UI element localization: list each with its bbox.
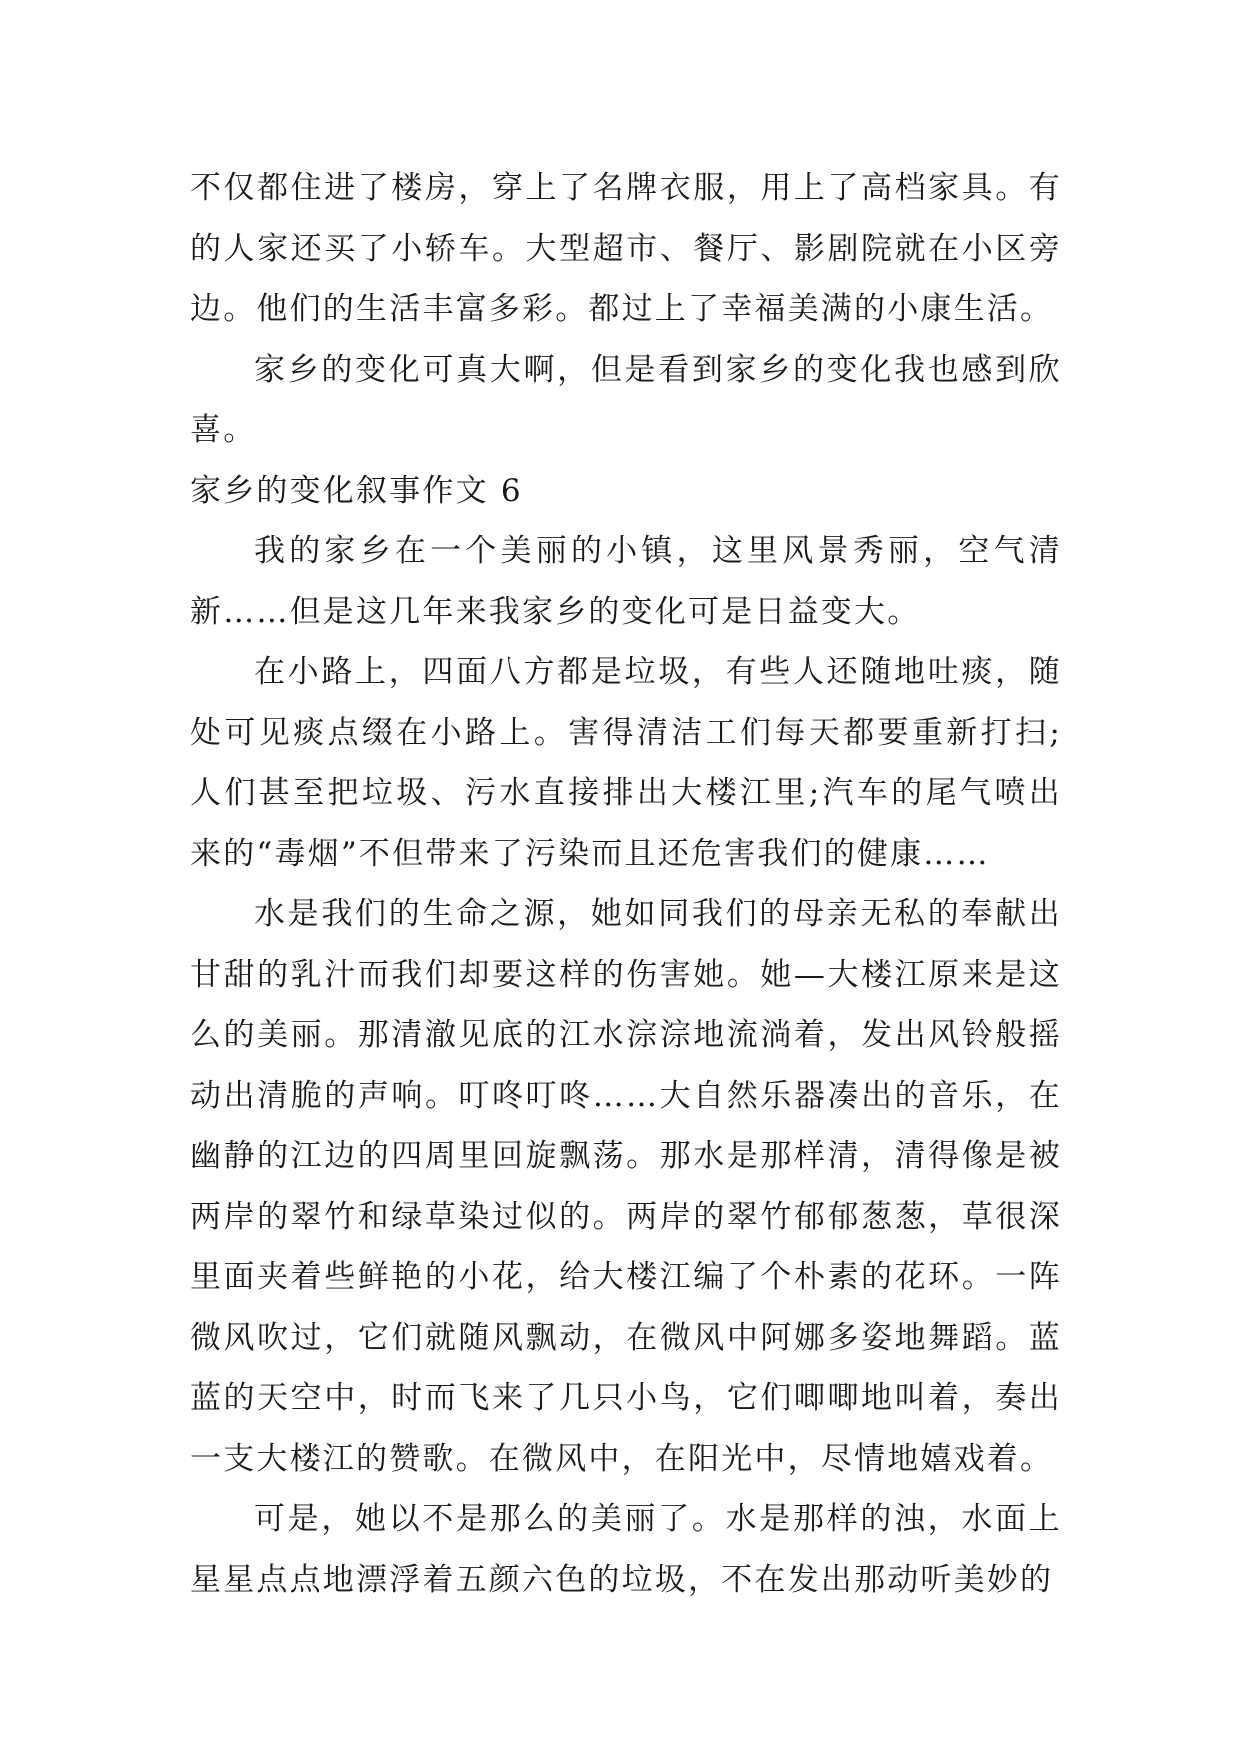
paragraph-3: 我的家乡在一个美丽的小镇，这里风景秀丽，空气清新……但是这几年来我家乡的变化可是日益变大。	[190, 533, 1062, 630]
section-heading: 家乡的变化叙事作文 6	[190, 472, 523, 509]
paragraph-1: 不仅都住进了楼房，穿上了名牌衣服，用上了高档家具。有的人家还买了小轿车。大型超市、餐厅、影剧院就在小区旁边。他们的生活丰富多彩。都过上了幸福美满的小康生活。	[190, 170, 1062, 327]
document-body	[190, 158, 1062, 1610]
paragraph-2: 家乡的变化可真大啊，但是看到家乡的变化我也感到欣喜。	[190, 351, 1062, 448]
paragraph-5: 水是我们的生命之源，她如同我们的母亲无私的奉献出甘甜的乳汁而我们却要这样的伤害她。她—大楼江原来是这么的美丽。那清澈见底的江水淙淙地流淌着，发出风铃般摇动出清脆的声响。叮咚叮咚……大自然乐器凑出的音乐，在幽静的江边的四周里回旋飘荡。那水是那样清，清得像是被两岸的翠竹和绿草染过似的。两岸的翠竹郁郁葱葱，草很深里面夹着些鲜艳的小花，给大楼江编了个朴素的花环。一阵微风吹过，它们就随风飘动，在微风中阿娜多姿地舞蹈。蓝蓝的天空中，时而飞来了几只小鸟，它们唧唧地叫着，奏出一支大楼江的赞歌。在微风中，在阳光中，尽情地嬉戏着。	[190, 896, 1062, 1477]
paragraph-4: 在小路上，四面八方都是垃圾，有些人还随地吐痰，随处可见痰点缀在小路上。害得清洁工们每天都要重新打扫;人们甚至把垃圾、污水直接排出大楼江里;汽车的尾气喷出来的“毒烟”不但带来了污染而且还危害我们的健康……	[190, 654, 1062, 872]
paragraph-6: 可是，她以不是那么的美丽了。水是那样的浊，水面上星星点点地漂浮着五颜六色的垃圾，不在发出那动听美妙的	[190, 1501, 1062, 1598]
